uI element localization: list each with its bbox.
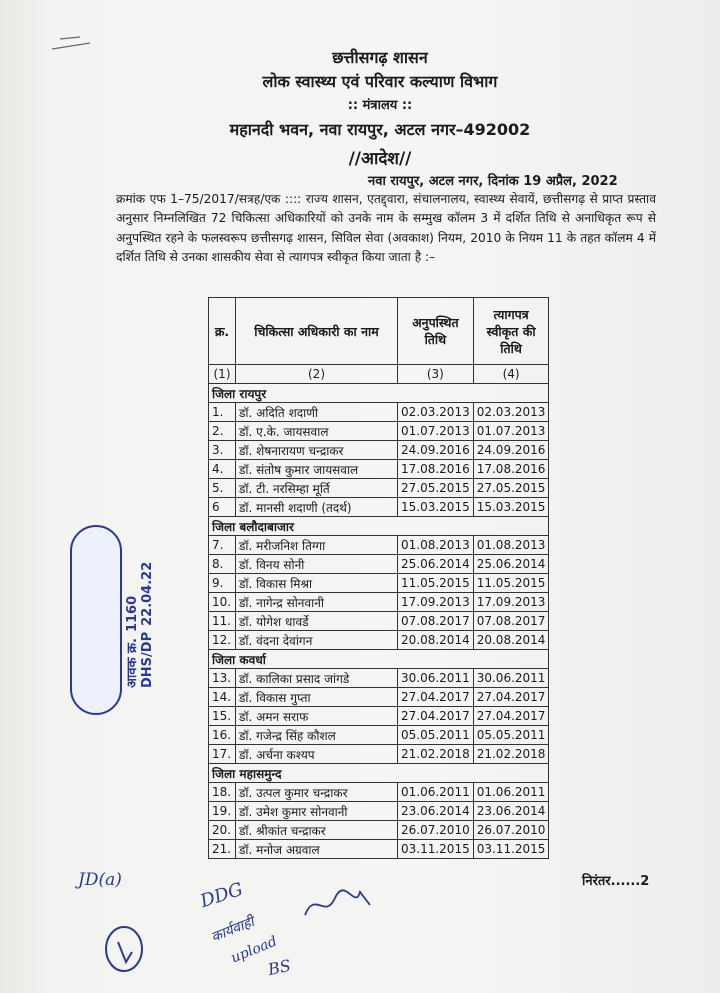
table-row <box>209 422 549 441</box>
absence-date-cell: 05.05.2011 <box>398 726 474 745</box>
officer-name-cell: डॉ. संतोष कुमार जायसवाल <box>236 460 398 479</box>
absence-date-cell: 27.04.2017 <box>398 707 474 726</box>
stamp-label: आवक क्र. <box>125 638 140 688</box>
header-serial: क्र. <box>209 298 236 365</box>
officer-name-cell: डॉ. मनोज अग्रवाल <box>236 840 398 859</box>
absence-date-cell: 27.04.2017 <box>398 688 474 707</box>
officer-name-cell: डॉ. उत्पल कुमार चन्द्राकर <box>236 783 398 802</box>
absence-date-cell: 17.08.2016 <box>398 460 474 479</box>
resignation-date-cell: 07.08.2017 <box>473 612 549 631</box>
resignation-date-cell: 21.02.2018 <box>473 745 549 764</box>
ddg-note: DDG <box>197 878 246 913</box>
resignation-date-cell: 23.06.2014 <box>473 802 549 821</box>
table-row <box>209 536 549 555</box>
table-row <box>209 441 549 460</box>
resignation-date-cell: 20.08.2014 <box>473 631 549 650</box>
table-row <box>209 783 549 802</box>
district-name: जिला महासमुन्द <box>209 764 549 783</box>
officer-name-cell: डॉ. विकास गुप्ता <box>236 688 398 707</box>
resignation-date-cell: 27.04.2017 <box>473 707 549 726</box>
resignation-date-cell: 01.06.2011 <box>473 783 549 802</box>
district-row <box>209 384 549 403</box>
district-row <box>209 650 549 669</box>
pen-mark <box>50 35 95 55</box>
absence-date-cell: 26.07.2010 <box>398 821 474 840</box>
absence-date-cell: 30.06.2011 <box>398 669 474 688</box>
table-row <box>209 479 549 498</box>
column-number: (1) <box>209 365 236 384</box>
officer-name-cell: डॉ. श्रीकांत चन्द्राकर <box>236 821 398 840</box>
resignation-date-cell: 25.06.2014 <box>473 555 549 574</box>
ministry-label: :: मंत्रालय :: <box>347 98 413 113</box>
absence-date-cell: 23.06.2014 <box>398 802 474 821</box>
serial-cell: 11. <box>209 612 236 631</box>
header-officer-name: चिकित्सा अधिकारी का नाम <box>236 298 398 365</box>
absence-date-cell: 03.11.2015 <box>398 840 474 859</box>
stamp-office: DHS/DP <box>140 631 155 688</box>
officer-name-cell: डॉ. मरीजनिश तिग्गा <box>236 536 398 555</box>
district-row <box>209 764 549 783</box>
resignation-date-cell: 01.08.2013 <box>473 536 549 555</box>
district-name: जिला रायपुर <box>209 384 549 403</box>
absence-date-cell: 01.06.2011 <box>398 783 474 802</box>
resignation-date-cell: 01.07.2013 <box>473 422 549 441</box>
initials-note: BS <box>266 955 293 980</box>
absence-date-cell: 01.07.2013 <box>398 422 474 441</box>
header-resignation-date: त्यागपत्र स्वीकृत की तिथि <box>473 298 549 365</box>
officer-name-cell: डॉ. अमन सराफ <box>236 707 398 726</box>
table-row <box>209 460 549 479</box>
absence-date-cell: 20.08.2014 <box>398 631 474 650</box>
resignation-date-cell: 17.09.2013 <box>473 593 549 612</box>
officer-name-cell: डॉ. योगेश धावर्डे <box>236 612 398 631</box>
serial-cell: 7. <box>209 536 236 555</box>
district-name: जिला कवर्धा <box>209 650 549 669</box>
table-row <box>209 498 549 517</box>
serial-cell: 13. <box>209 669 236 688</box>
table-row <box>209 669 549 688</box>
absence-date-cell: 27.05.2015 <box>398 479 474 498</box>
serial-cell: 5. <box>209 479 236 498</box>
table-row <box>209 688 549 707</box>
table-row <box>209 726 549 745</box>
serial-cell: 6 <box>209 498 236 517</box>
absence-date-cell: 11.05.2015 <box>398 574 474 593</box>
resignation-date-cell: 05.05.2011 <box>473 726 549 745</box>
district-name: जिला बलौदाबाजार <box>209 517 549 536</box>
office-address: महानदी भवन, नवा रायपुर, अटल नगर–492002 <box>229 120 531 139</box>
table-row <box>209 631 549 650</box>
column-number: (2) <box>236 365 398 384</box>
continued-label: निरंतर......2 <box>582 874 650 889</box>
table-row <box>209 612 549 631</box>
handwritten-note-1: कार्यवाही <box>208 914 257 946</box>
absence-date-cell: 07.08.2017 <box>398 612 474 631</box>
inward-stamp <box>70 525 122 715</box>
order-title: //आदेश// <box>348 149 412 169</box>
jd-note: JD(a) <box>78 870 122 890</box>
officer-name-cell: डॉ. कालिका प्रसाद जांगडे <box>236 669 398 688</box>
officer-name-cell: डॉ. उमेश कुमार सोनवानी <box>236 802 398 821</box>
serial-cell: 10. <box>209 593 236 612</box>
officer-name-cell: डॉ. अदिति शदाणी <box>236 403 398 422</box>
table-row <box>209 403 549 422</box>
serial-cell: 17. <box>209 745 236 764</box>
absence-date-cell: 24.09.2016 <box>398 441 474 460</box>
absence-date-cell: 02.03.2013 <box>398 403 474 422</box>
officer-name-cell: डॉ. शेषनारायण चन्द्राकर <box>236 441 398 460</box>
serial-cell: 15. <box>209 707 236 726</box>
table-row <box>209 574 549 593</box>
serial-cell: 19. <box>209 802 236 821</box>
table-header-row <box>209 298 549 365</box>
table-row <box>209 707 549 726</box>
serial-cell: 9. <box>209 574 236 593</box>
table-body <box>209 365 549 859</box>
column-number: (4) <box>473 365 549 384</box>
serial-cell: 2. <box>209 422 236 441</box>
officer-name-cell: डॉ. विनय सोनी <box>236 555 398 574</box>
department-name: लोक स्वास्थ्य एवं परिवार कल्याण विभाग <box>262 72 498 91</box>
officer-name-cell: डॉ. अर्चना कश्यप <box>236 745 398 764</box>
absence-date-cell: 21.02.2018 <box>398 745 474 764</box>
officer-name-cell: डॉ. विकास मिश्रा <box>236 574 398 593</box>
stamp-date: 22.04.22 <box>140 561 155 626</box>
serial-cell: 21. <box>209 840 236 859</box>
order-paragraph: क्रमांक एफ 1–75/2017/सत्रह/एक :::: राज्य शासन, एतद्द्वारा, संचालनालय, स्वास्थ्य सेवायें, छत्तीसगढ़ से प्राप्त प्रस्ताव अनुसार निम्नलिखित 72 चिकित्सा अधिकारियों को उनके नाम के सम्मुख कॉलम 3 में दर्शित तिथि से अनाधिकृत रूप से अनुपस्थित रहने के फलस्वरूप छत्तीसगढ़ शासन, सिविल सेवा (अवकाश) नियम, 2010 के नियम 11 के तहत कॉलम 4 में दर्शित तिथि से उनका शासकीय सेवा से त्यागपत्र स्वीकृत किया जाता है :– <box>116 192 656 264</box>
district-row <box>209 517 549 536</box>
absence-date-cell: 25.06.2014 <box>398 555 474 574</box>
table-row <box>209 593 549 612</box>
stamp-number: 1160 <box>125 595 140 633</box>
column-number: (3) <box>398 365 474 384</box>
serial-cell: 12. <box>209 631 236 650</box>
officer-name-cell: डॉ. टी. नरसिम्हा मूर्ति <box>236 479 398 498</box>
government-name: छत्तीसगढ़ शासन <box>332 48 428 67</box>
resignation-date-cell: 15.03.2015 <box>473 498 549 517</box>
table-row <box>209 802 549 821</box>
officer-name-cell: डॉ. गजेन्द्र सिंह कौशल <box>236 726 398 745</box>
absence-date-cell: 17.09.2013 <box>398 593 474 612</box>
serial-cell: 16. <box>209 726 236 745</box>
resignation-date-cell: 26.07.2010 <box>473 821 549 840</box>
officer-name-cell: डॉ. मानसी शदाणी (तदर्थ) <box>236 498 398 517</box>
serial-cell: 8. <box>209 555 236 574</box>
serial-cell: 20. <box>209 821 236 840</box>
absence-date-cell: 01.08.2013 <box>398 536 474 555</box>
serial-cell: 3. <box>209 441 236 460</box>
circle-mark <box>100 922 150 977</box>
resignation-date-cell: 27.04.2017 <box>473 688 549 707</box>
table-row <box>209 555 549 574</box>
resignation-date-cell: 27.05.2015 <box>473 479 549 498</box>
officer-name-cell: डॉ. वंदना देवांगन <box>236 631 398 650</box>
officer-name-cell: डॉ. नागेन्द्र सोनवानी <box>236 593 398 612</box>
header-absence-date: अनुपस्थित तिथि <box>398 298 474 365</box>
absence-date-cell: 15.03.2015 <box>398 498 474 517</box>
serial-cell: 18. <box>209 783 236 802</box>
table-row <box>209 745 549 764</box>
signature <box>300 880 380 925</box>
resignation-date-cell: 11.05.2015 <box>473 574 549 593</box>
inward-stamp-text <box>122 538 155 688</box>
table-row <box>209 840 549 859</box>
officers-table <box>208 297 549 859</box>
serial-cell: 1. <box>209 403 236 422</box>
resignation-date-cell: 17.08.2016 <box>473 460 549 479</box>
serial-cell: 4. <box>209 460 236 479</box>
serial-cell: 14. <box>209 688 236 707</box>
table-row <box>209 821 549 840</box>
resignation-date-cell: 02.03.2013 <box>473 403 549 422</box>
resignation-date-cell: 30.06.2011 <box>473 669 549 688</box>
resignation-date-cell: 03.11.2015 <box>473 840 549 859</box>
column-number-row <box>209 365 549 384</box>
officer-name-cell: डॉ. ए.के. जायसवाल <box>236 422 398 441</box>
handwritten-note-2: upload <box>228 933 280 967</box>
order-date-line: नवा रायपुर, अटल नगर, दिनांक 19 अप्रैल, 2022 <box>368 174 618 189</box>
resignation-date-cell: 24.09.2016 <box>473 441 549 460</box>
